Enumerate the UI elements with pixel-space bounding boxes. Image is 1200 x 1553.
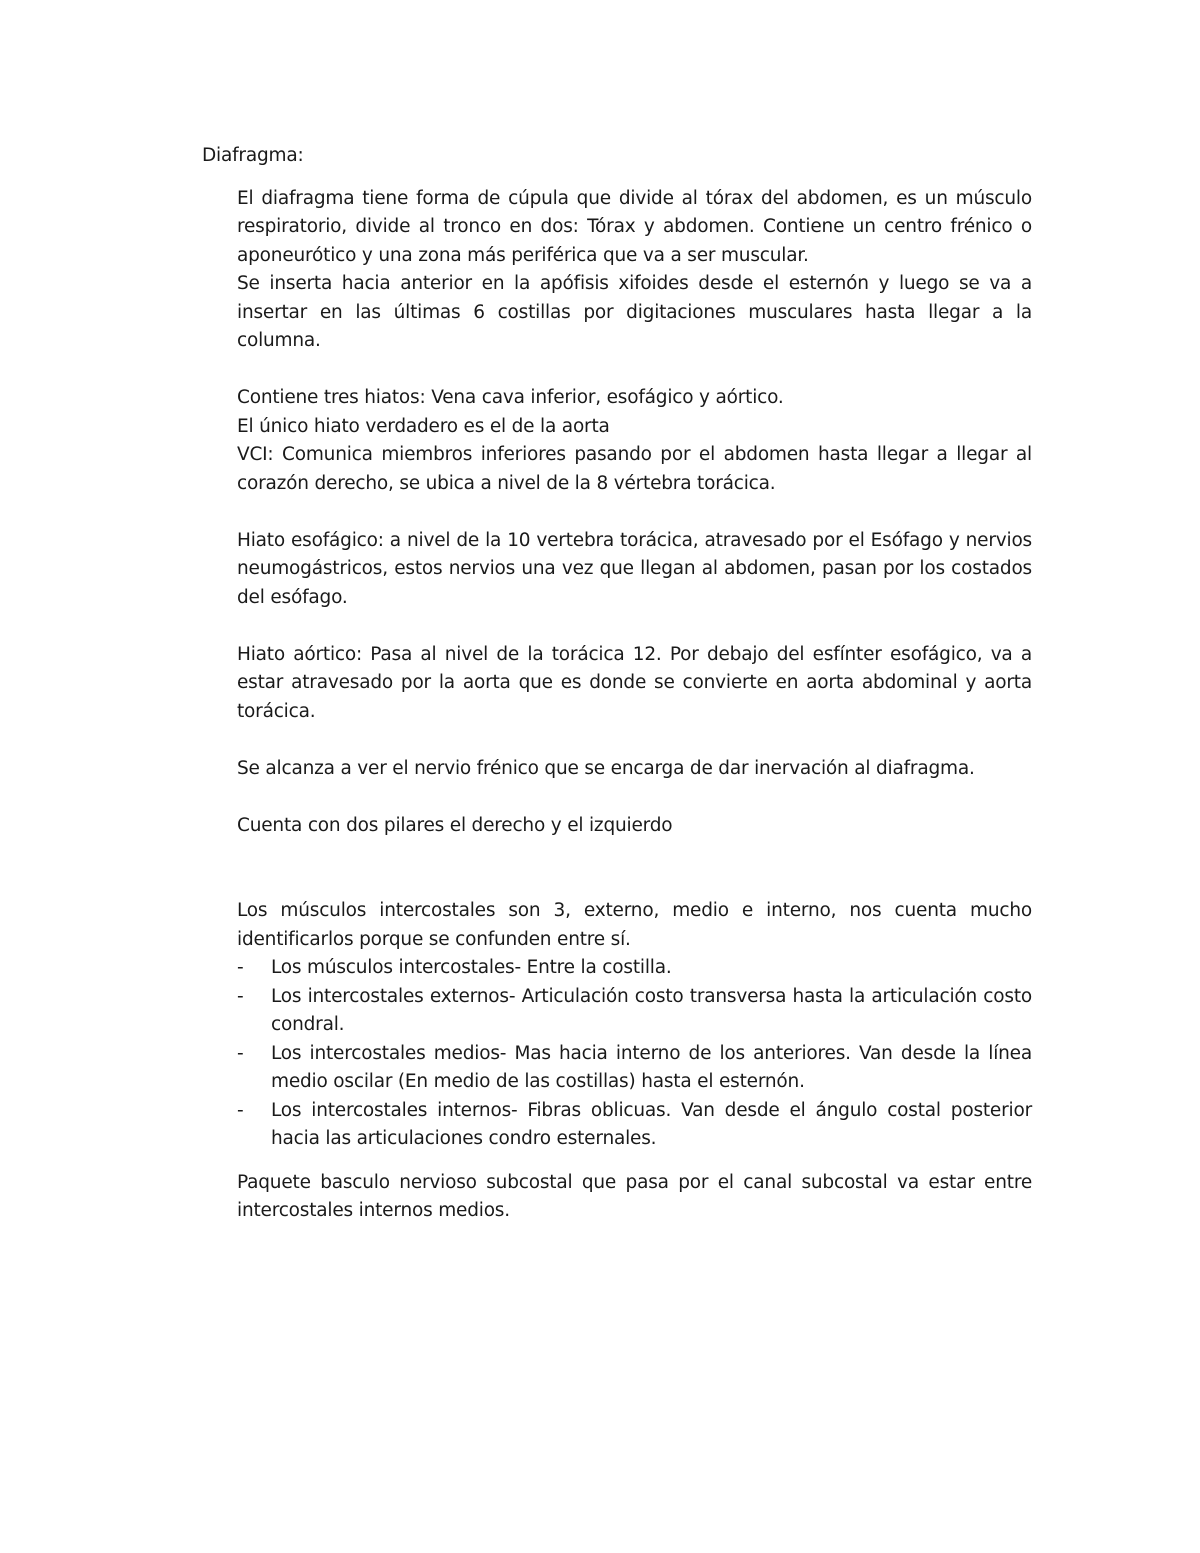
spacer bbox=[237, 356, 1032, 385]
document-body bbox=[202, 142, 1032, 1226]
paragraph-aortic-hiatus: Hiato aórtico: Pasa al nivel de la torácica 12. Por debajo del esfínter esofágico, va a estar atravesado por la aorta que es donde se convierte en aorta abdominal y aorta torácica. bbox=[237, 643, 1032, 722]
paragraph-subcostal-bundle: Paquete basculo nervioso subcostal que pasa por el canal subcostal va estar entre intercostales internos medios. bbox=[237, 1171, 1032, 1221]
list-item-text: Los intercostales medios- Mas hacia interno de los anteriores. Van desde la línea medio oscilar (En medio de las costillas) hasta el esternón. bbox=[271, 1042, 1032, 1092]
list-item-text: Los intercostales internos- Fibras oblicuas. Van desde el ángulo costal posterior hacia las articulaciones condro esternales. bbox=[271, 1099, 1032, 1149]
spacer bbox=[237, 1154, 1032, 1169]
list-dash: - bbox=[237, 1042, 244, 1064]
spacer bbox=[237, 612, 1032, 641]
paragraph-true-hiatus: El único hiato verdadero es el de la aorta bbox=[237, 415, 610, 437]
spacer bbox=[237, 498, 1032, 527]
spacer bbox=[237, 840, 1032, 897]
list-item-text: Los intercostales externos- Articulación costo transversa hasta la articulación costo condral. bbox=[271, 985, 1032, 1035]
paragraph-diaphragm-shape: El diafragma tiene forma de cúpula que divide al tórax del abdomen, es un músculo respiratorio, divide al tronco en dos: Tórax y abdomen. Contiene un centro frénico o aponeurótico y una zona más periférica que va a ser muscular. bbox=[237, 187, 1032, 266]
list-dash: - bbox=[237, 985, 244, 1007]
paragraph-esophageal-hiatus: Hiato esofágico: a nivel de la 10 vertebra torácica, atravesado por el Esófago y nervios neumogástricos, estos nervios una vez que llegan al abdomen, pasan por los costados del esófago. bbox=[237, 529, 1032, 608]
list-item bbox=[237, 1040, 1032, 1097]
list-item bbox=[237, 1097, 1032, 1154]
paragraph-intercostal-intro: Los músculos intercostales son 3, externo, medio e interno, nos cuenta mucho identificarlos porque se confunden entre sí. bbox=[237, 900, 1032, 950]
spacer bbox=[237, 726, 1032, 755]
document-title: Diafragma: bbox=[202, 145, 304, 166]
list-dash: - bbox=[237, 957, 244, 978]
paragraph-vci: VCI: Comunica miembros inferiores pasando por el abdomen hasta llegar a llegar al corazón derecho, se ubica a nivel de la 8 vértebra torácica. bbox=[237, 444, 1032, 494]
spacer bbox=[237, 783, 1032, 812]
paragraph-diaphragm-insertion: Se inserta hacia anterior en la apófisis xifoides desde el esternón y luego se va a insertar en las últimas 6 costillas por digitaciones musculares hasta llegar a la columna. bbox=[237, 273, 1032, 351]
paragraph-hiatus-count: Contiene tres hiatos: Vena cava inferior, esofágico y aórtico. bbox=[237, 387, 784, 408]
list-dash: - bbox=[237, 1099, 244, 1121]
list-item-text: Los músculos intercostales- Entre la costilla. bbox=[271, 957, 672, 978]
paragraph-phrenic-nerve: Se alcanza a ver el nervio frénico que se encarga de dar inervación al diafragma. bbox=[237, 757, 975, 779]
paragraph-pillars: Cuenta con dos pilares el derecho y el izquierdo bbox=[237, 814, 673, 836]
list-item bbox=[237, 983, 1032, 1040]
intercostal-list bbox=[237, 954, 1032, 1154]
list-item bbox=[237, 954, 1032, 983]
